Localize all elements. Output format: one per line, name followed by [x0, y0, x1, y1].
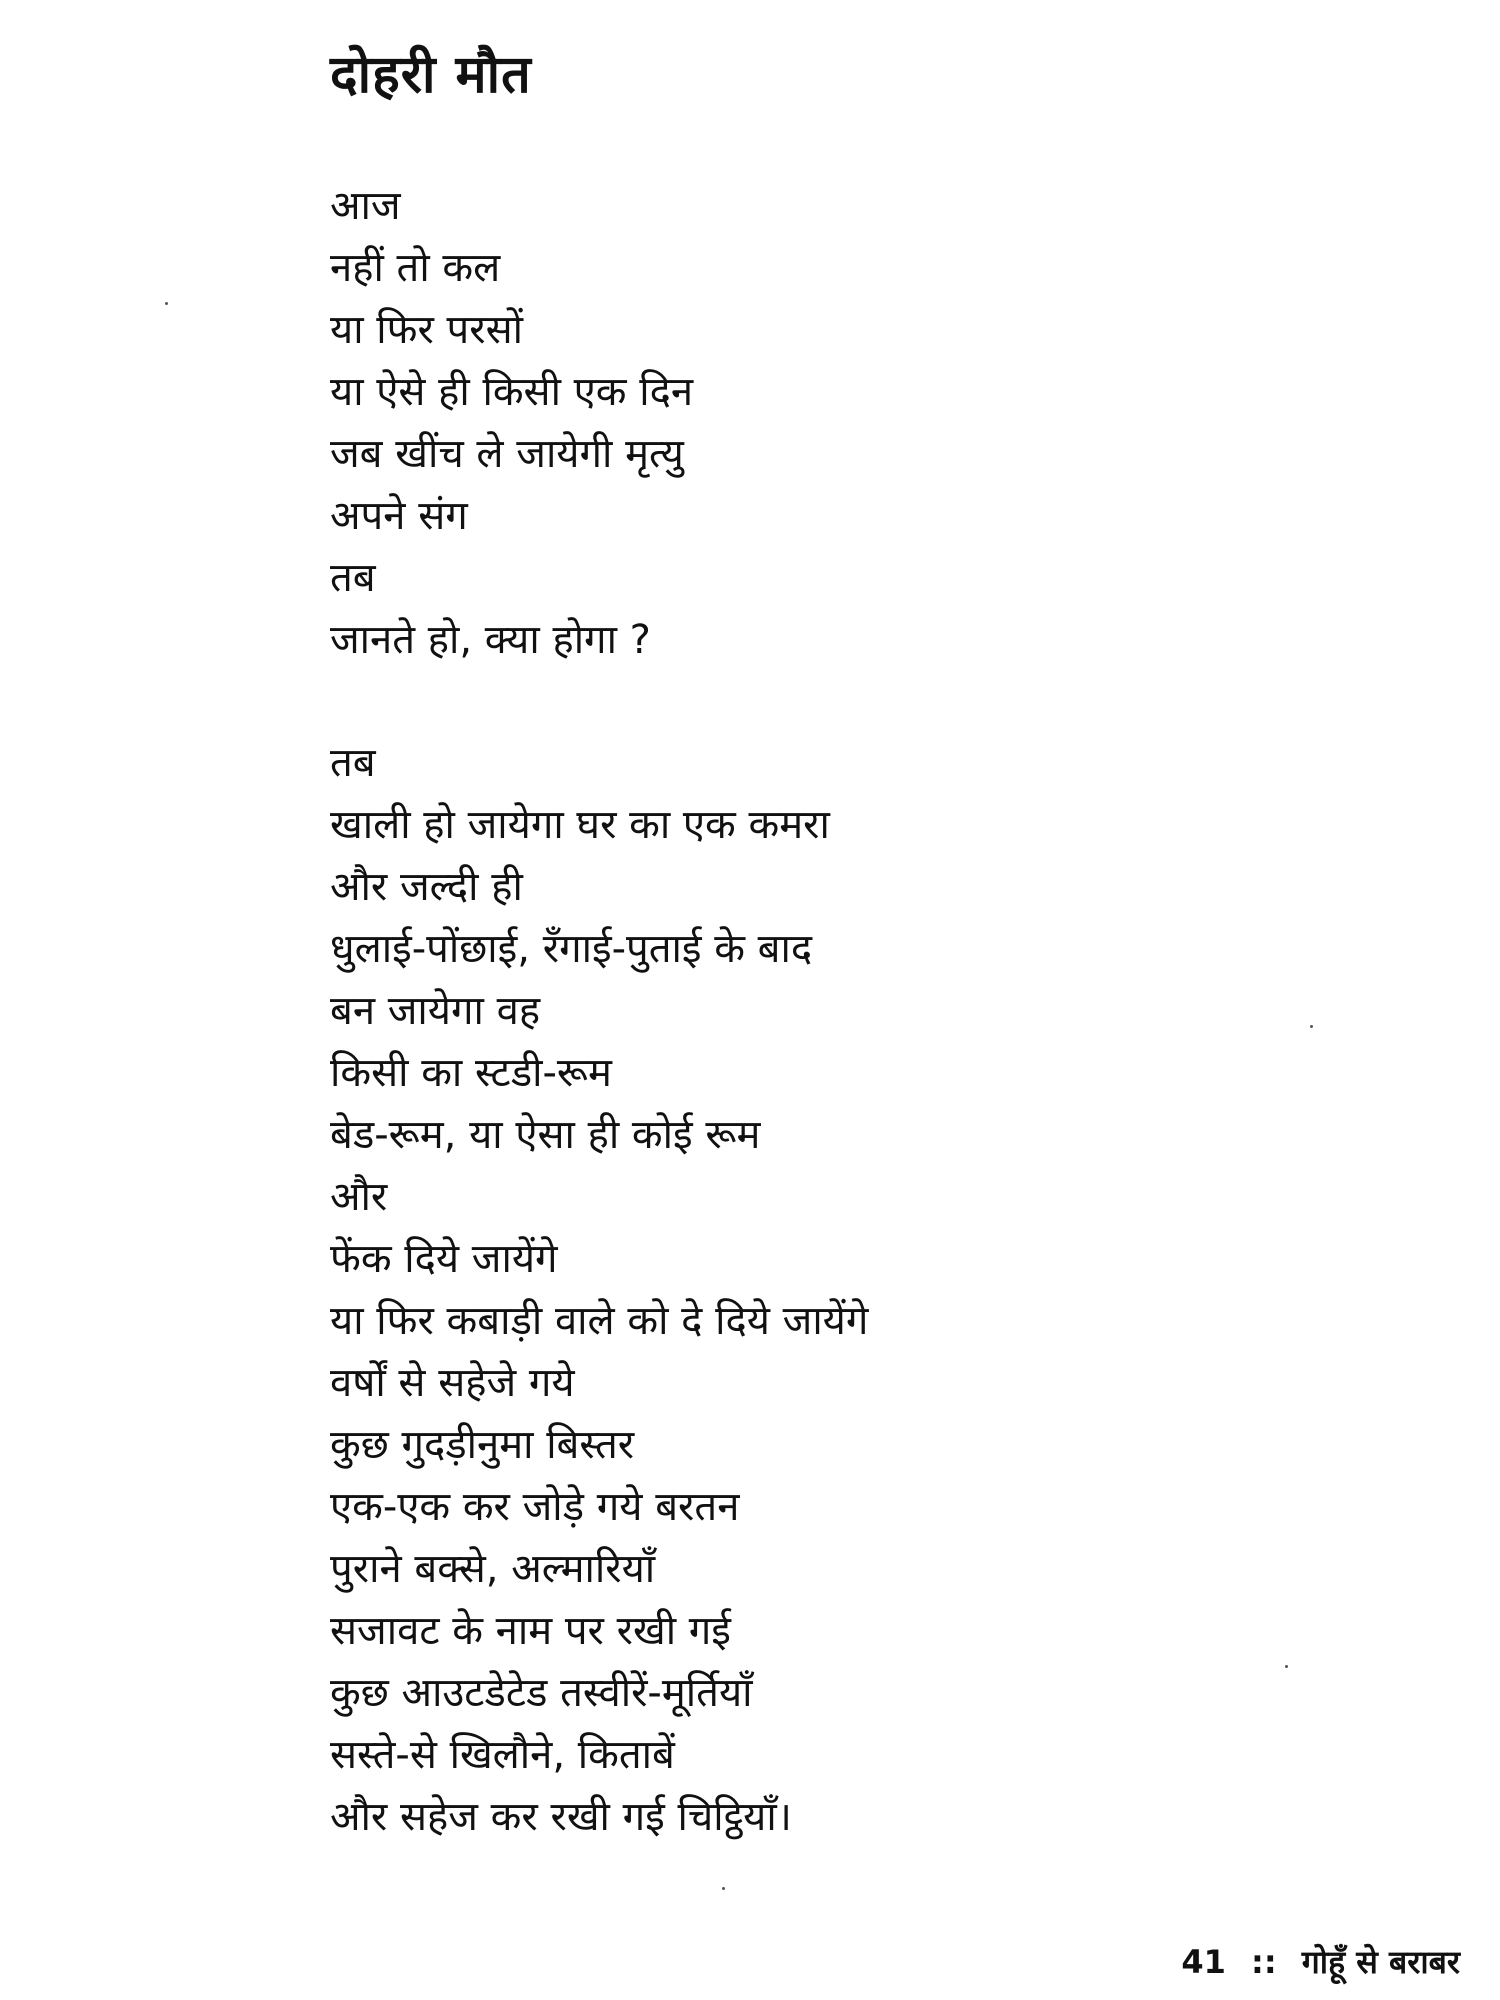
footer-separator: :: — [1251, 1943, 1277, 1981]
verse-line: तब — [330, 555, 376, 601]
scan-speck — [1310, 1025, 1313, 1028]
scan-speck — [165, 302, 168, 305]
verse-line: खाली हो जायेगा घर का एक कमरा — [330, 802, 830, 848]
verse-line: कुछ गुदड़ीनुमा बिस्तर — [330, 1422, 635, 1468]
verse-line: और — [330, 1174, 388, 1220]
verse-line: तब — [330, 740, 376, 786]
verse-line: धुलाई-पोंछाई, रँगाई-पुताई के बाद — [330, 926, 813, 972]
verse-line: बेड-रूम, या ऐसा ही कोई रूम — [330, 1112, 761, 1158]
verse-line: नहीं तो कल — [330, 245, 501, 291]
verse-line: और सहेज कर रखी गई चिट्ठियाँ। — [330, 1794, 792, 1840]
stanza-1 — [330, 175, 693, 671]
verse-line: जब खींच ले जायेगी मृत्यु — [330, 431, 684, 477]
verse-line: बन जायेगा वह — [330, 988, 541, 1034]
verse-line: पुराने बक्से, अल्मारियाँ — [330, 1546, 656, 1592]
book-title: गोहूँ से बराबर — [1301, 1943, 1460, 1981]
verse-line: किसी का स्टडी-रूम — [330, 1050, 612, 1096]
scan-speck — [722, 1887, 725, 1890]
stanza-2 — [330, 732, 868, 1848]
verse-line: जानते हो, क्या होगा ? — [330, 617, 651, 663]
verse-line: या फिर कबाड़ी वाले को दे दिये जायेंगे — [330, 1298, 869, 1344]
verse-line: या ऐसे ही किसी एक दिन — [330, 369, 694, 415]
verse-line: आज — [330, 183, 401, 229]
verse-line: सस्ते-से खिलौने, किताबें — [330, 1732, 675, 1778]
verse-line: अपने संग — [330, 493, 468, 539]
page-number: 41 — [1181, 1943, 1226, 1981]
verse-line: वर्षों से सहेजे गये — [330, 1360, 575, 1406]
verse-line: फेंक दिये जायेंगे — [330, 1236, 558, 1282]
verse-line: सजावट के नाम पर रखी गई — [330, 1608, 731, 1654]
poem-title: दोहरी मौत — [330, 45, 532, 105]
verse-line: कुछ आउटडेटेड तस्वीरें-मूर्तियाँ — [330, 1670, 753, 1716]
verse-line: और जल्दी ही — [330, 864, 523, 910]
verse-line: या फिर परसों — [330, 307, 524, 353]
verse-line: एक-एक कर जोड़े गये बरतन — [330, 1484, 740, 1530]
page-footer — [1181, 1940, 1460, 1984]
scan-speck — [1285, 1665, 1288, 1668]
